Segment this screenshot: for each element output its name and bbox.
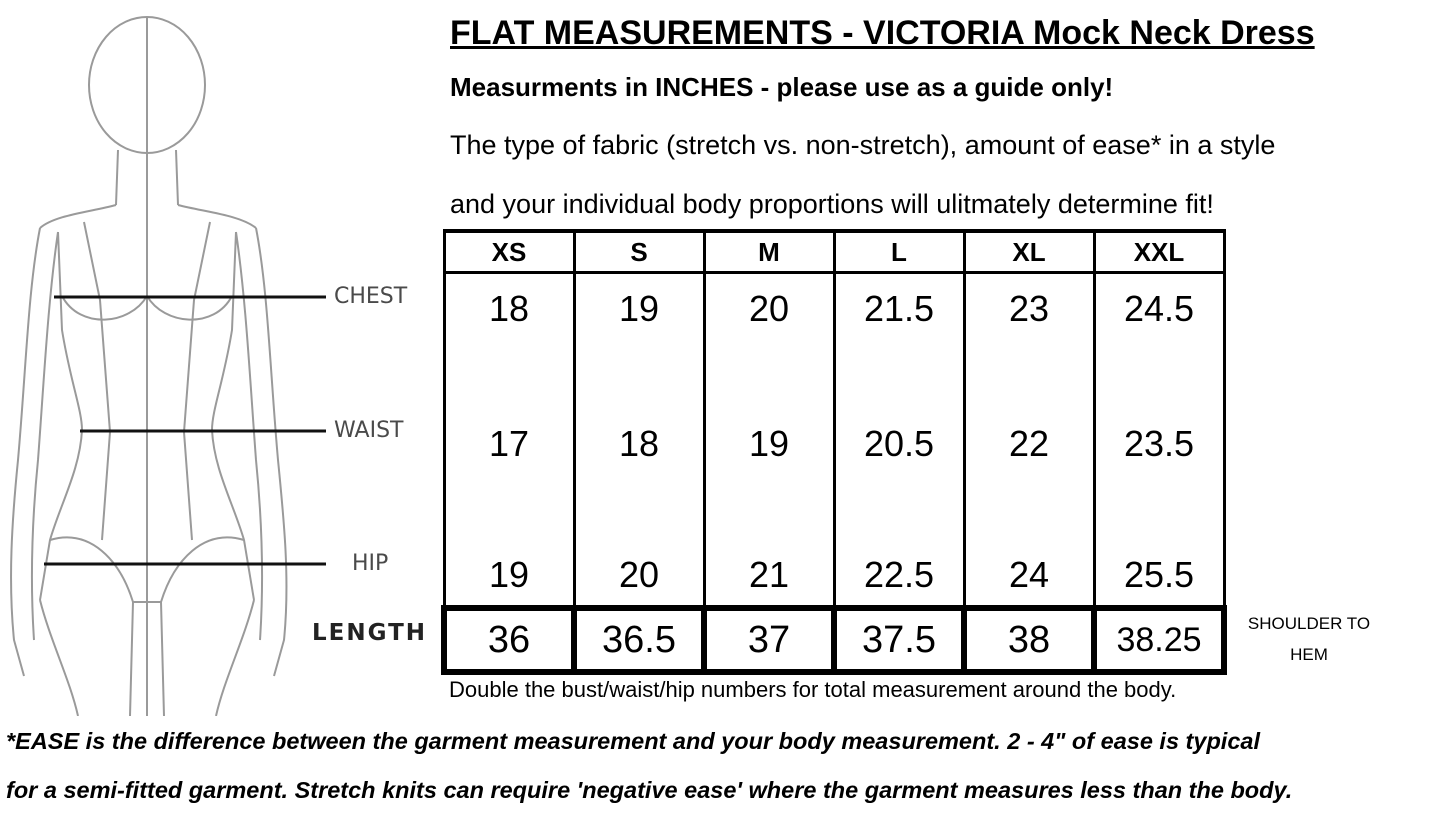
double-measurement-note: Double the bust/waist/hip numbers for total measurement around the body. <box>449 677 1177 702</box>
hip-row <box>444 544 1224 608</box>
waist-label: WAIST <box>334 418 404 443</box>
length-cell: 38 <box>964 608 1094 672</box>
length-note-line-1: SHOULDER TO <box>1247 614 1371 633</box>
chest-cell: 20 <box>704 273 834 345</box>
size-header-xl: XL <box>964 231 1094 273</box>
chest-cell: 18 <box>444 273 574 345</box>
intro-line-1: The type of fabric (stretch vs. non-stretch), amount of ease* in a style <box>450 130 1276 160</box>
hip-cell: 22.5 <box>834 544 964 608</box>
chest-cell: 21.5 <box>834 273 964 345</box>
body-figure-illustration <box>0 0 440 716</box>
length-cell: 37 <box>704 608 834 672</box>
length-label: LENGTH <box>312 620 428 646</box>
hip-cell: 24 <box>964 544 1094 608</box>
figure-arms <box>11 228 286 676</box>
hip-cell: 25.5 <box>1094 544 1224 608</box>
units-subtitle: Measurments in INCHES - please use as a guide only! <box>450 72 1114 102</box>
hip-label: HIP <box>352 551 389 576</box>
waist-cell: 20.5 <box>834 344 964 544</box>
hip-cell: 21 <box>704 544 834 608</box>
hip-cell: 19 <box>444 544 574 608</box>
waist-cell: 19 <box>704 344 834 544</box>
ease-note-line-2: for a semi-fitted garment. Stretch knits can require 'negative ease' where the garment measures less than the body. <box>6 777 1293 803</box>
length-cell: 37.5 <box>834 608 964 672</box>
size-header-row <box>444 231 1224 273</box>
size-header-s: S <box>574 231 704 273</box>
chest-row <box>444 273 1224 345</box>
chest-cell: 19 <box>574 273 704 345</box>
hip-cell: 20 <box>574 544 704 608</box>
page-title: FLAT MEASUREMENTS - VICTORIA Mock Neck Dress <box>450 14 1315 52</box>
size-header-xs: XS <box>444 231 574 273</box>
size-header-xxl: XXL <box>1094 231 1224 273</box>
length-note <box>1242 608 1376 670</box>
size-header-l: L <box>834 231 964 273</box>
waist-row <box>444 344 1224 544</box>
size-chart-table <box>441 229 1227 675</box>
waist-cell: 17 <box>444 344 574 544</box>
waist-cell: 23.5 <box>1094 344 1224 544</box>
length-cell: 36 <box>444 608 574 672</box>
length-cell: 36.5 <box>574 608 704 672</box>
length-note-line-2: HEM <box>1290 645 1328 664</box>
size-header-m: M <box>704 231 834 273</box>
ease-note-line-1: *EASE is the difference between the garment measurement and your body measurement. 2 - 4" of ease is typical <box>6 728 1261 754</box>
waist-cell: 22 <box>964 344 1094 544</box>
length-row <box>444 608 1224 672</box>
waist-cell: 18 <box>574 344 704 544</box>
intro-line-2: and your individual body proportions will ulitmately determine fit! <box>450 189 1214 219</box>
chest-label: CHEST <box>334 284 408 309</box>
chest-cell: 24.5 <box>1094 273 1224 345</box>
length-cell: 38.25 <box>1094 608 1224 672</box>
chest-cell: 23 <box>964 273 1094 345</box>
